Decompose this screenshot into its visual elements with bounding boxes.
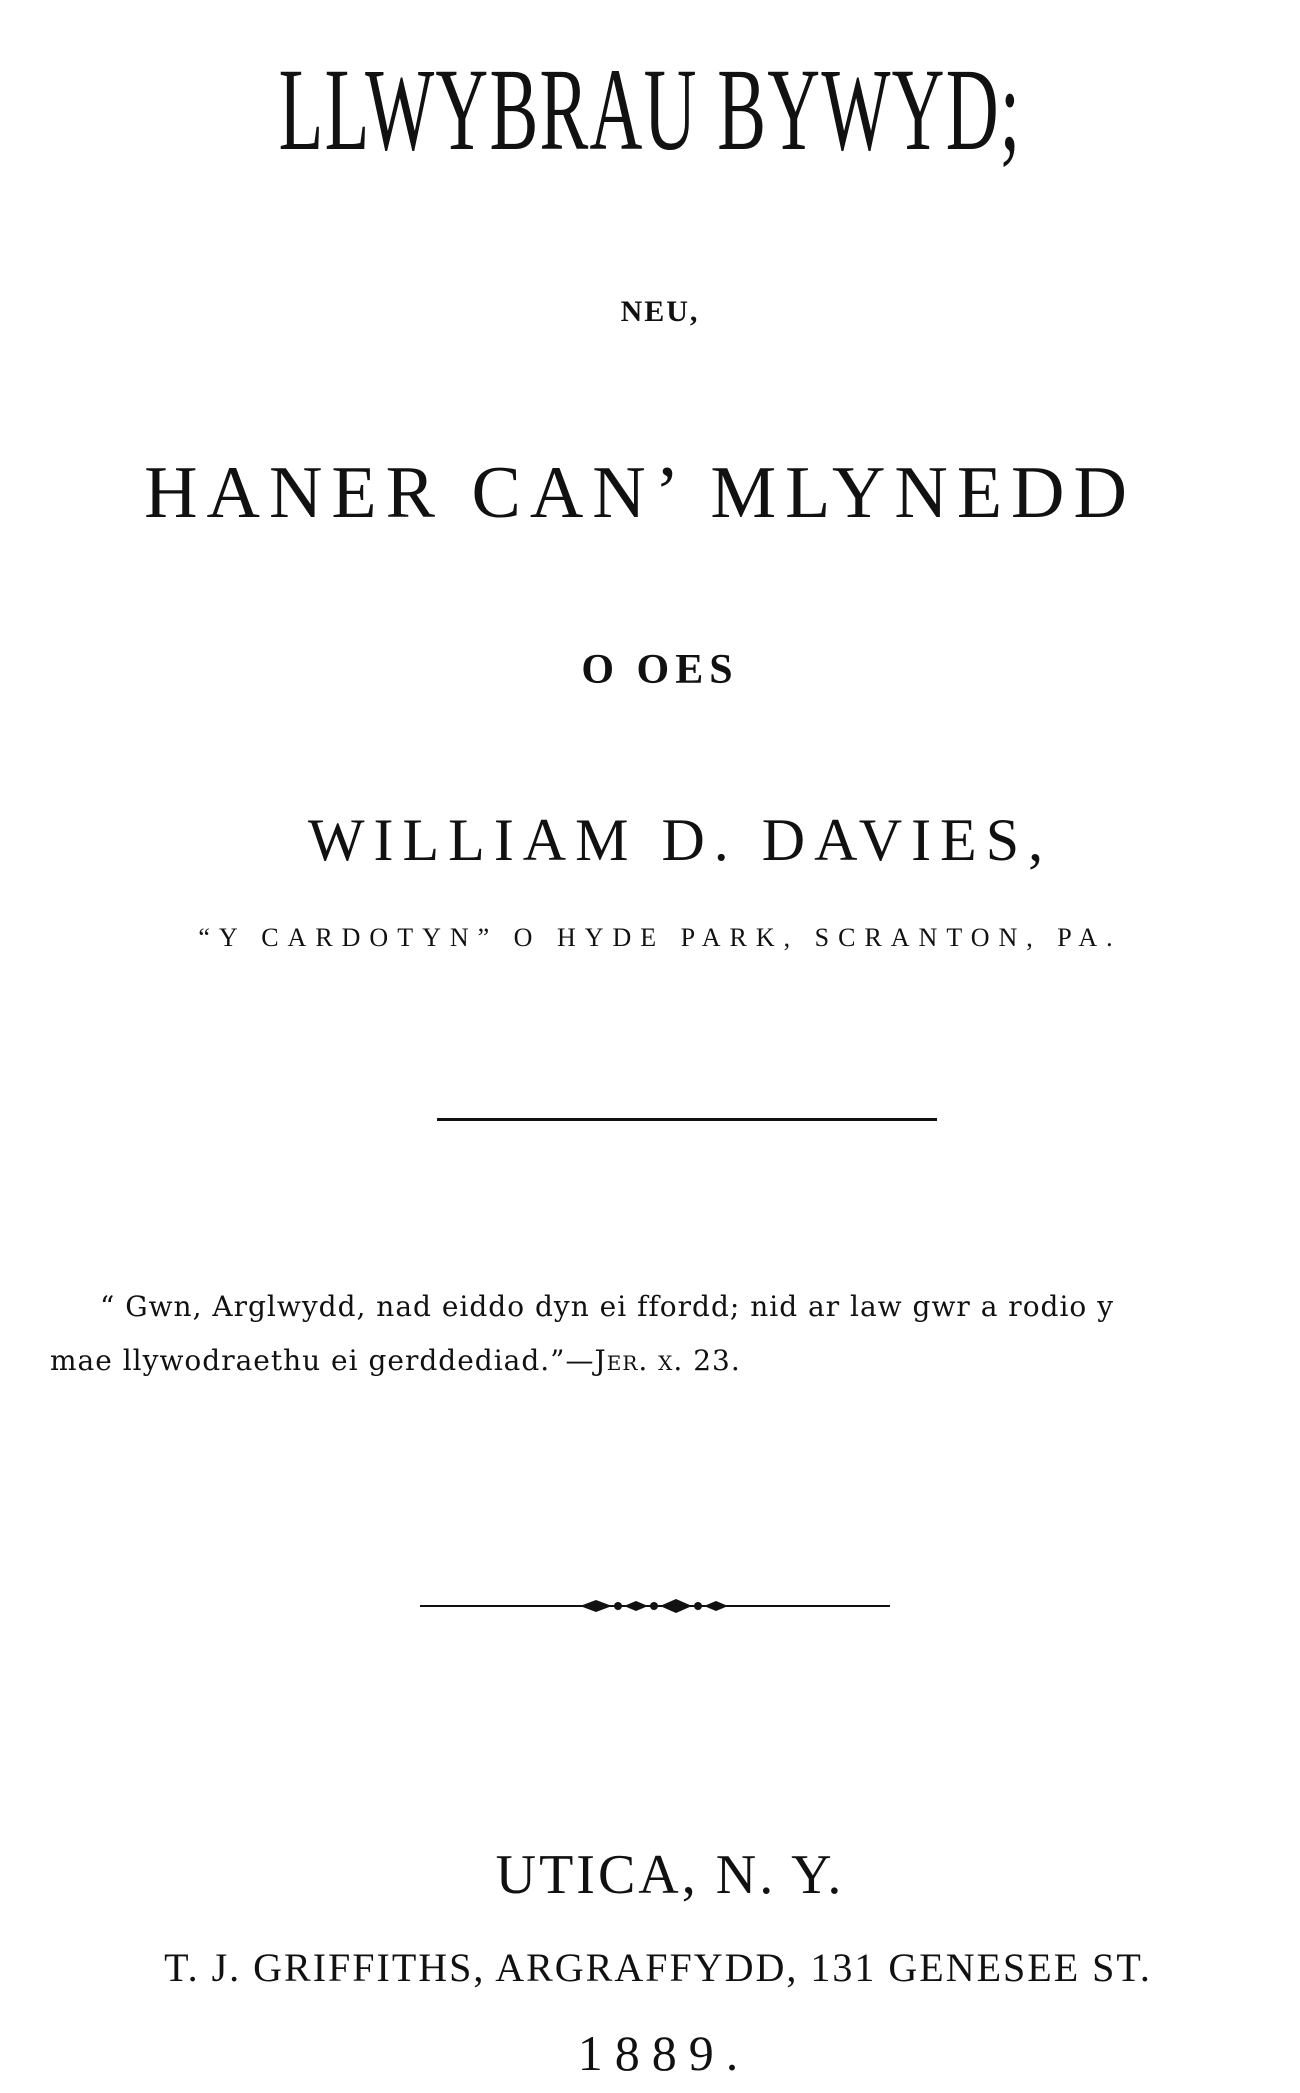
epigraph-line-1: “ Gwn, Arglwydd, nad eiddo dyn ei ffordd; nid ar law gwr a rodio y: [100, 1290, 1115, 1323]
main-title: LLWYBRAU BYWYD;: [278, 44, 1022, 175]
title-connector: NEU,: [620, 295, 700, 328]
imprint-place: UTICA, N. Y.: [495, 1844, 845, 1906]
imprint-year: 1889.: [577, 2025, 751, 2081]
epigraph-line-2-text: mae llywodraethu ei gerddediad.”—: [50, 1344, 595, 1377]
epigraph-line-2: [50, 1334, 1290, 1388]
subtitle: HANER CAN’ MLYNEDD: [144, 452, 1136, 534]
author-description: “Y CARDOTYN” O HYDE PARK, SCRANTON, PA.: [198, 923, 1122, 952]
of-age-label: O OES: [581, 647, 739, 693]
epigraph-reference: Jer. x. 23.: [594, 1344, 741, 1377]
author-name: WILLIAM D. DAVIES,: [307, 807, 1053, 873]
divider-rule: [437, 1118, 937, 1121]
epigraph: [50, 1280, 1290, 1388]
imprint-printer: T. J. GRIFFITHS, ARGRAFFYDD, 131 GENESEE ST.: [164, 1945, 1152, 1990]
ornamental-rule-icon: [420, 1590, 890, 1622]
